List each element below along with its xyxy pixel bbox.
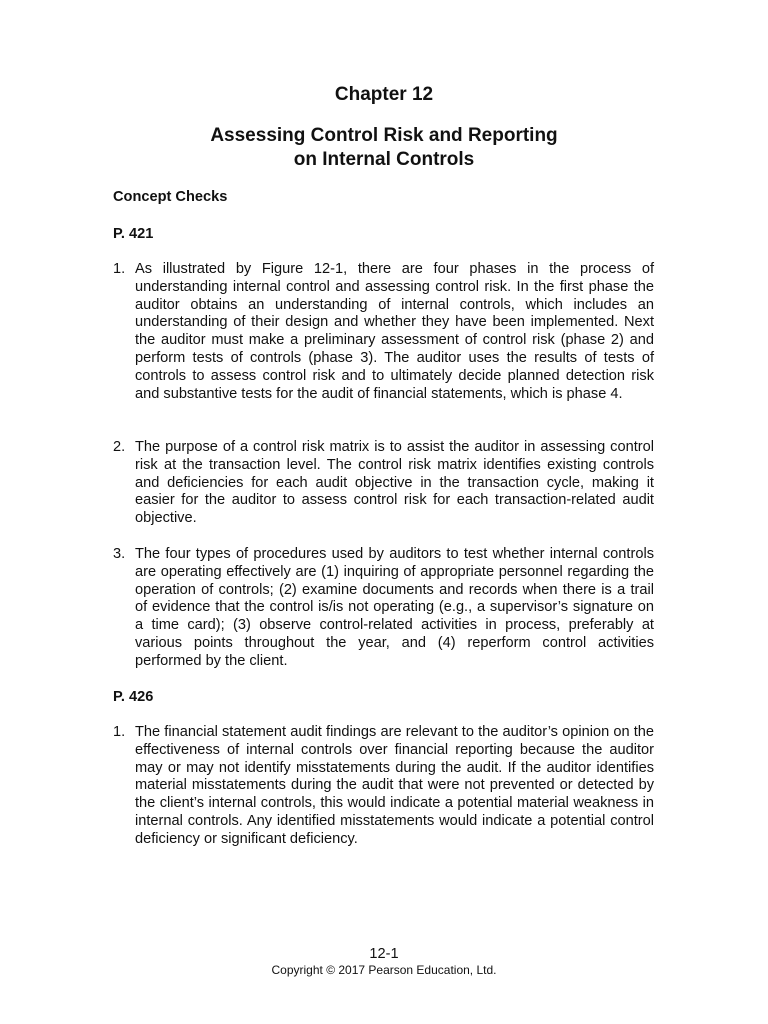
list-item: [113, 439, 654, 528]
section-heading-p426: P. 426: [113, 689, 154, 705]
section-heading-p421: P. 421: [113, 226, 154, 242]
list-item-text: As illustrated by Figure 12-1, there are four phases in the process of understanding internal control and assessing control risk. In the first phase the auditor obtains an understanding of internal controls, which includes an understanding of their design and whether they have been implemented. Next the auditor must make a preliminary assessment of control risk (phase 2) and perform tests of controls (phase 3). The auditor uses the results of tests of controls to assess control risk and to ultimately decide planned detection risk and substantive tests for the audit of financial statements, which is phase 4.: [135, 261, 654, 402]
list-item: [113, 546, 654, 671]
list-item: [113, 261, 654, 403]
chapter-subtitle-line-1: Assessing Control Risk and Reporting: [210, 125, 558, 146]
list-item-number: 1.: [113, 724, 126, 740]
list-item-text: The four types of procedures used by auditors to test whether internal controls are operating effectively are (1) inquiring of appropriate personnel regarding the operation of controls; (2) examine documents and records when there is a trail of evidence that the control is/is not operating (e.g., a supervisor’s signature on a time card); (3) observe control-related activities in process, preferably at various points throughout the year, and (4) reperform control activities performed by the client.: [135, 546, 654, 669]
chapter-subtitle-line-2: on Internal Controls: [293, 149, 475, 170]
list-item-text: The financial statement audit findings are relevant to the auditor’s opinion on the effectiveness of internal controls over financial reporting because the auditor may or may not identify misstatements during the audit. If the auditor identifies material misstatements during the audit that were not prevented or detected by the client’s internal controls, this would indicate a potential material weakness in internal controls. Any identified misstatements would indicate a potential control deficiency or significant deficiency.: [135, 724, 654, 847]
list-item-number: 1.: [113, 261, 126, 277]
page-number: 12-1: [369, 946, 399, 962]
chapter-title: Chapter 12: [334, 84, 434, 105]
chapter-subtitle: [0, 124, 768, 172]
list-item-number: 3.: [113, 546, 126, 562]
list-item-number: 2.: [113, 439, 126, 455]
list-item: [113, 724, 654, 849]
list-item-text: The purpose of a control risk matrix is to assist the auditor in assessing control risk at the transaction level. The control risk matrix identifies existing controls and deficiencies for each audit objective in the transaction cycle, making it easier for the auditor to assess control risk for each transaction-related audit objective.: [135, 439, 654, 527]
concept-checks-heading: Concept Checks: [113, 189, 228, 205]
copyright-notice: Copyright © 2017 Pearson Education, Ltd.: [271, 963, 497, 977]
